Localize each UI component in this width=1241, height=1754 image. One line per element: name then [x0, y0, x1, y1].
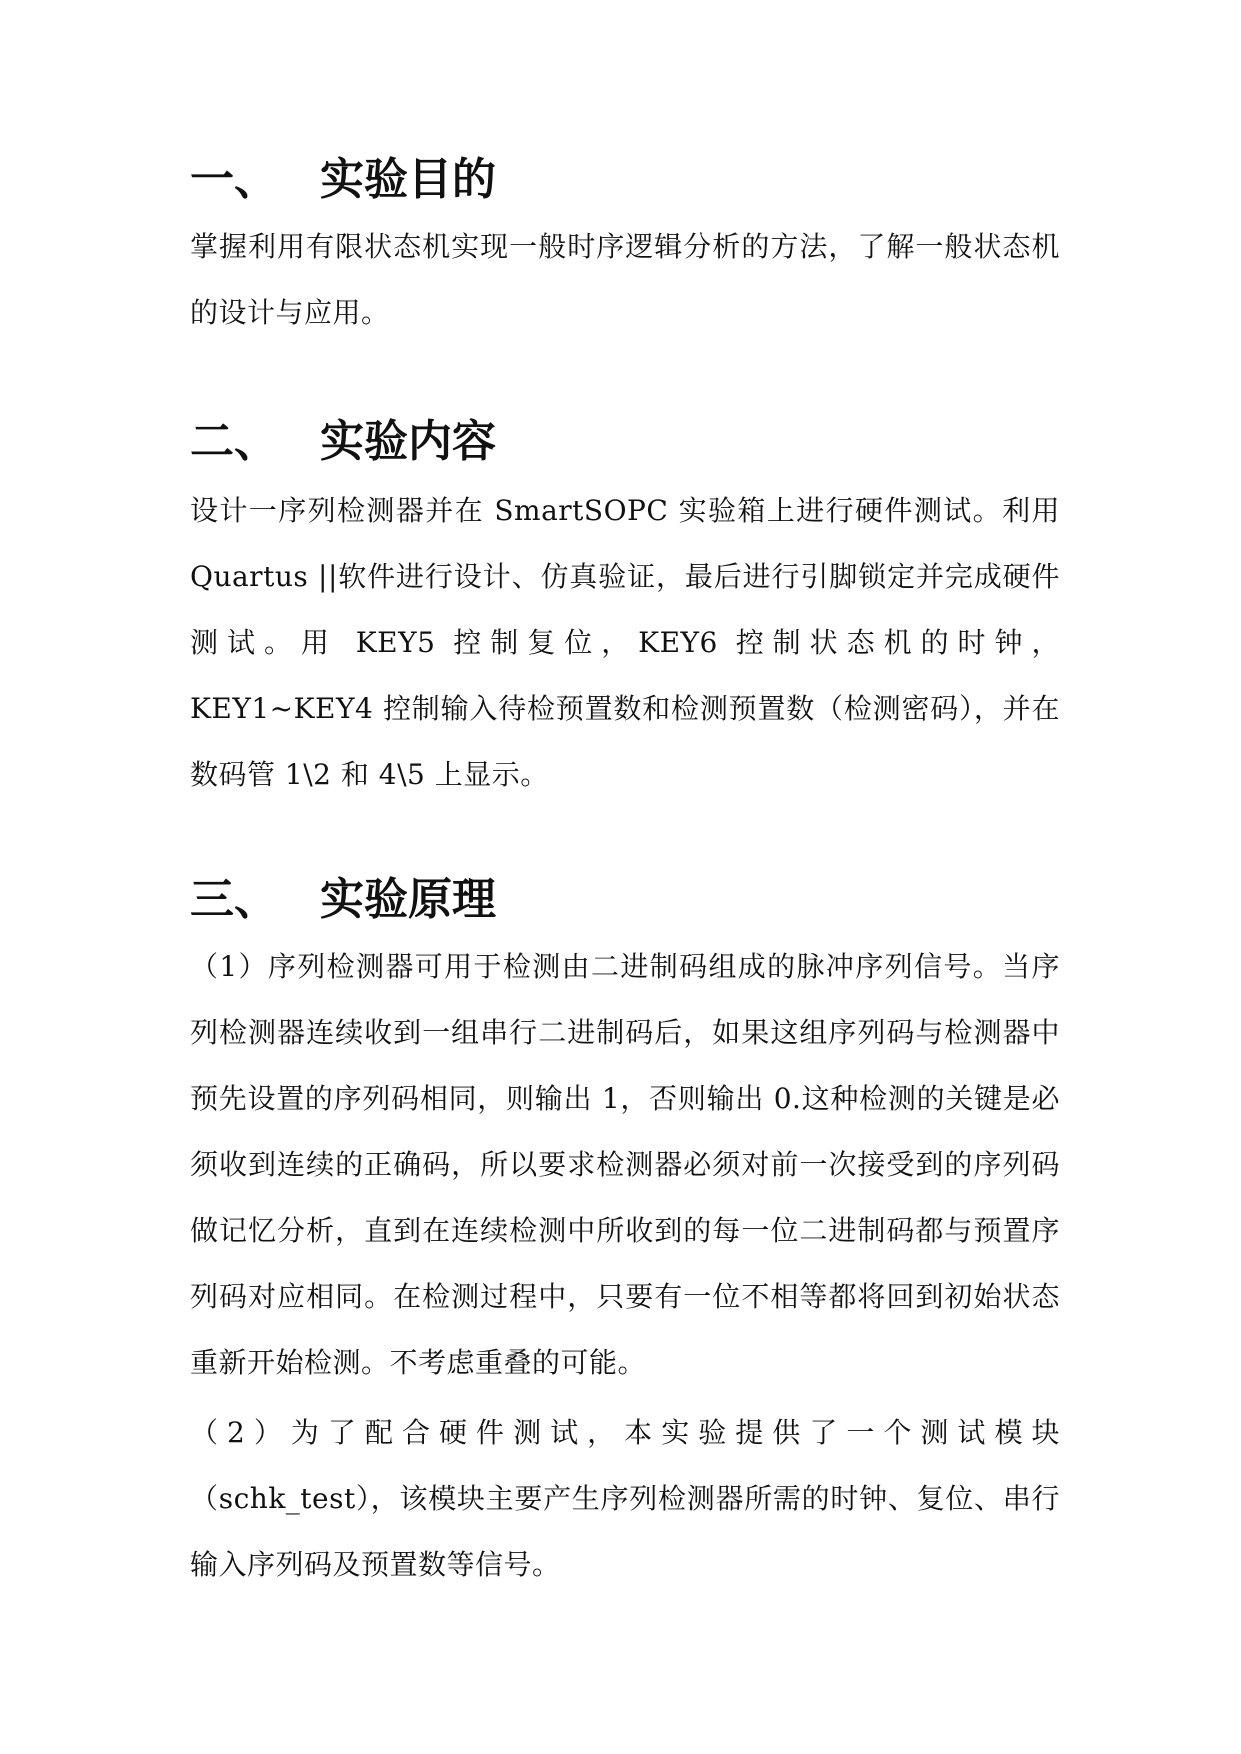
- section-heading: [190, 870, 1060, 930]
- section-title: 实验内容: [320, 416, 496, 467]
- section-number: 三、: [190, 874, 278, 925]
- section-title: 实验原理: [320, 874, 496, 925]
- section-principle: [190, 870, 1060, 1598]
- section-heading: [190, 412, 1060, 472]
- section-paragraph: 掌握利用有限状态机实现一般时序逻辑分析的方法，了解一般状态机的设计与应用。: [190, 230, 1060, 329]
- section-paragraph: （1）序列检测器可用于检测由二进制码组成的脉冲序列信号。当序列检测器连续收到一组串行二进制码后，如果这组序列码与检测器中预先设置的序列码相同，则输出 1，否则输出 0.这种检测的关键是必须收到连续的正确码，所以要求检测器必须对前一次接受到的序列码做记忆分析，直到在连续检测中所收到的每一位二进制码都与预置序列码对应相同。在检测过程中，只要有一位不相等都将回到初始状态重新开始检测。不考虑重叠的可能。: [190, 950, 1060, 1379]
- section-paragraph: 设计一序列检测器并在 SmartSOPC 实验箱上进行硬件测试。利用 Quartus ||软件进行设计、仿真验证，最后进行引脚锁定并完成硬件测试。用 KEY5 控制复位，KEY6 控制状态机的时钟，KEY1~KEY4 控制输入待检预置数和检测预置数（检测密码），并在数码管 1\2 和 4\5 上显示。: [190, 494, 1060, 791]
- section-title: 实验目的: [320, 154, 496, 205]
- section-purpose: [190, 150, 1060, 346]
- section-heading: [190, 150, 1060, 210]
- section-content: [190, 412, 1060, 808]
- section-number: 二、: [190, 416, 278, 467]
- section-paragraph: （2）为了配合硬件测试，本实验提供了一个测试模块（schk_test），该模块主要产生序列检测器所需的时钟、复位、串行输入序列码及预置数等信号。: [190, 1416, 1060, 1581]
- section-number: 一、: [190, 154, 278, 205]
